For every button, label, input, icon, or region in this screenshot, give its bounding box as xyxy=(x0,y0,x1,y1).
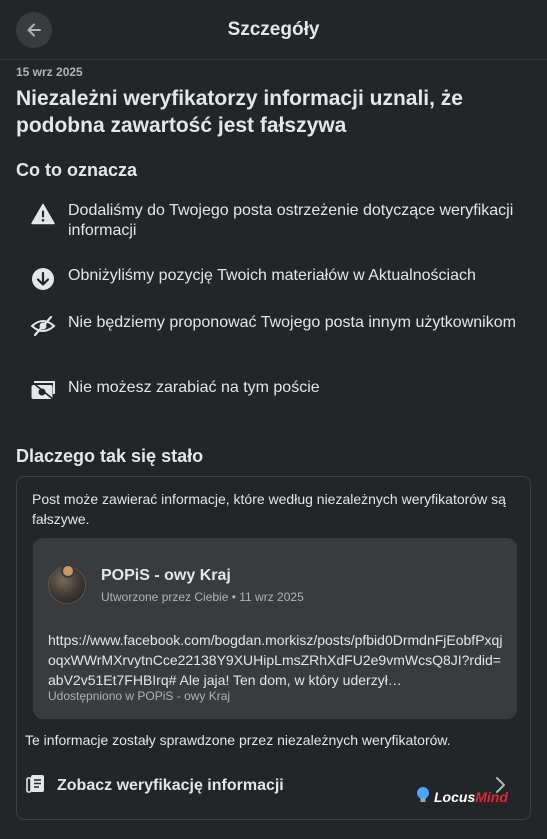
avatar-badge xyxy=(61,564,75,578)
post-preview[interactable] xyxy=(33,538,517,719)
warning-icon xyxy=(30,201,56,227)
arrow-down-circle-icon xyxy=(30,266,56,292)
watermark-text-1: Locus xyxy=(434,788,476,805)
no-money-icon xyxy=(30,378,56,404)
info-item-no-monetization xyxy=(30,378,520,404)
see-fact-check-label: Zobacz weryfikację informacji xyxy=(57,777,284,794)
fact-check-document-icon xyxy=(25,773,47,800)
reason-text: Post może zawierać informacje, które według niezależnych weryfikatorów są fałszywe. xyxy=(32,491,506,527)
post-meta: Utworzone przez Ciebie • 11 wrz 2025 xyxy=(101,590,304,604)
info-item-text: Dodaliśmy do Twojego posta ostrzeżenie dotyczące weryfikacji informacji xyxy=(68,202,514,239)
post-author[interactable]: POPiS - owy Kraj xyxy=(101,567,231,584)
post-body: https://www.facebook.com/bogdan.morkisz/posts/pfbid0DrmdnFjEobfPxqjoqxWWrMXrvytnCce22138Y9XUHipLmsZRhXdFU2e9vmWcsQ8JI?rdid=abV2v51Et7FHBIrq# Ale jaja! Ten dom, w który uderzył… xyxy=(48,632,503,688)
info-item-not-recommended xyxy=(30,313,520,339)
arrow-left-icon xyxy=(25,21,43,39)
section-title-why: Dlaczego tak się stało xyxy=(16,446,204,466)
back-button[interactable] xyxy=(16,12,52,48)
page-title: Szczegóły xyxy=(227,18,320,40)
verification-note: Te informacje zostały sprawdzone przez niezależnych weryfikatorów. xyxy=(25,732,451,748)
info-item-text: Obniżyliśmy pozycję Twoich materiałów w Aktualnościach xyxy=(68,267,476,284)
info-item-demoted xyxy=(30,266,520,292)
info-item-warning xyxy=(30,201,520,241)
section-title-meaning: Co to oznacza xyxy=(16,160,138,180)
info-item-text: Nie możesz zarabiać na tym poście xyxy=(68,379,320,396)
watermark xyxy=(416,786,508,807)
lightbulb-icon xyxy=(416,786,430,807)
eye-off-icon xyxy=(30,313,56,339)
reason-card xyxy=(16,476,531,820)
watermark-text-2: Mind xyxy=(475,788,508,805)
header xyxy=(0,0,547,60)
date-label: 15 wrz 2025 xyxy=(16,65,83,79)
post-shared-in: Udostępniono w POPiS - owy Kraj xyxy=(48,689,231,703)
info-item-text: Nie będziemy proponować Twojego posta innym użytkownikom xyxy=(68,314,516,331)
headline: Niezależni weryfikatorzy informacji uznali, że podobna zawartość jest fałszywa xyxy=(16,87,463,137)
